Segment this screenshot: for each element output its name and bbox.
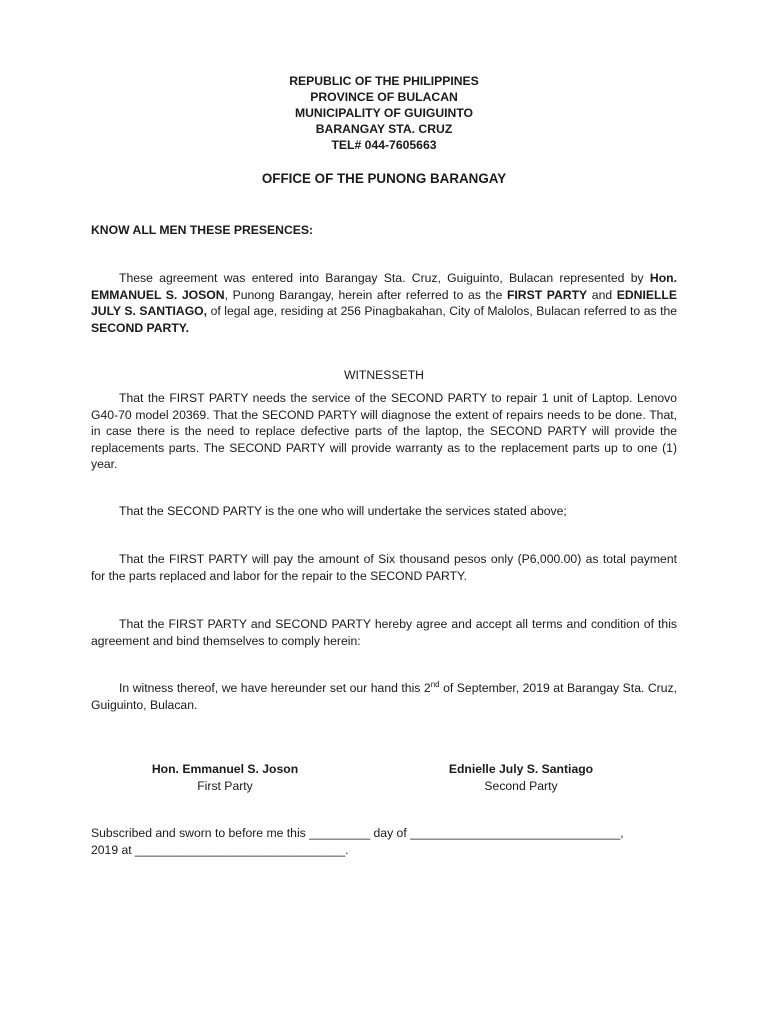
first-party-signature-block — [125, 761, 325, 794]
intro-text-4: of legal age, residing at 256 Pinagbakahan, City of Malolos, Bulacan referred to as the — [207, 304, 678, 318]
service-text: That the FIRST PARTY needs the service of the SECOND PARTY to repair 1 unit of Laptop. Lenovo G40-70 model 20369. That the SECOND PARTY will diagnose the extent of repairs needs to be done. That, in case there is the need to replace defective parts of the laptop, the SECOND PARTY will provide the replacements parts. The SECOND PARTY will provide warranty as to the replacement parts up to one (1) year. — [91, 391, 677, 471]
first-party-signatory-role: First Party — [197, 778, 253, 793]
witness-date-suffix: nd — [430, 679, 440, 689]
intro-paragraph — [91, 270, 677, 336]
letterhead-republic: REPUBLIC OF THE PHILIPPINES — [289, 74, 479, 88]
first-party-signatory-name: Hon. Emmanuel S. Joson — [151, 762, 299, 776]
first-party-representative: Hon. EMMANUEL S. JOSON — [91, 271, 677, 302]
second-party-signatory-role: Second Party — [484, 778, 558, 793]
intro-text-1: These agreement was entered into Barangay Sta. Cruz, Guiguinto, Bulacan represented by — [119, 271, 650, 285]
salutation: KNOW ALL MEN THESE PRESENCES: — [91, 223, 314, 237]
letterhead-municipality: MUNICIPALITY OF GUIGUINTO — [294, 106, 474, 120]
payment-text: That the FIRST PARTY will pay the amount of Six thousand pesos only (P6,000.00) as total payment for the parts replaced and labor for the repair to the SECOND PARTY. — [91, 552, 677, 583]
first-party-label: FIRST PARTY — [506, 287, 588, 302]
letterhead-province: PROVINCE OF BULACAN — [310, 90, 458, 104]
undertaking-text: That the SECOND PARTY is the one who will undertake the services stated above; — [119, 504, 567, 518]
letterhead — [0, 73, 768, 153]
witness-paragraph — [91, 680, 677, 713]
letterhead-barangay: BARANGAY STA. CRUZ — [315, 122, 453, 136]
second-party-signature-block — [420, 761, 622, 794]
agreement-text: That the FIRST PARTY and SECOND PARTY hereby agree and accept all terms and condition of this agreement and bind themselves to comply herein: — [91, 617, 677, 648]
undertaking-paragraph — [91, 503, 677, 520]
witness-text-1: In witness thereof, we have hereunder set our hand this 2 — [119, 681, 431, 695]
office-title: OFFICE OF THE PUNONG BARANGAY — [261, 171, 507, 186]
subscription-clause — [91, 825, 681, 858]
service-paragraph — [91, 390, 677, 473]
witnesseth-heading: WITNESSETH — [344, 368, 424, 382]
second-party-signatory-name: Ednielle July S. Santiago — [448, 762, 594, 776]
agreement-paragraph — [91, 616, 677, 649]
intro-text-3: and — [587, 287, 617, 302]
second-party-label: SECOND PARTY. — [91, 320, 189, 335]
intro-text-2: , Punong Barangay, herein after referred to as the — [224, 287, 507, 302]
subscription-line-1: Subscribed and sworn to before me this _________ day of _______________________________, — [91, 826, 624, 840]
letterhead-telephone: TEL# 044-7605663 — [331, 138, 437, 152]
second-party-name: EDNIELLE JULY S. SANTIAGO, — [91, 287, 677, 318]
subscription-line-2: 2019 at _______________________________. — [91, 842, 349, 857]
witness-text-2: of September, 2019 at Barangay Sta. Cruz, Guiguinto, Bulacan. — [91, 681, 678, 712]
payment-paragraph — [91, 551, 677, 584]
